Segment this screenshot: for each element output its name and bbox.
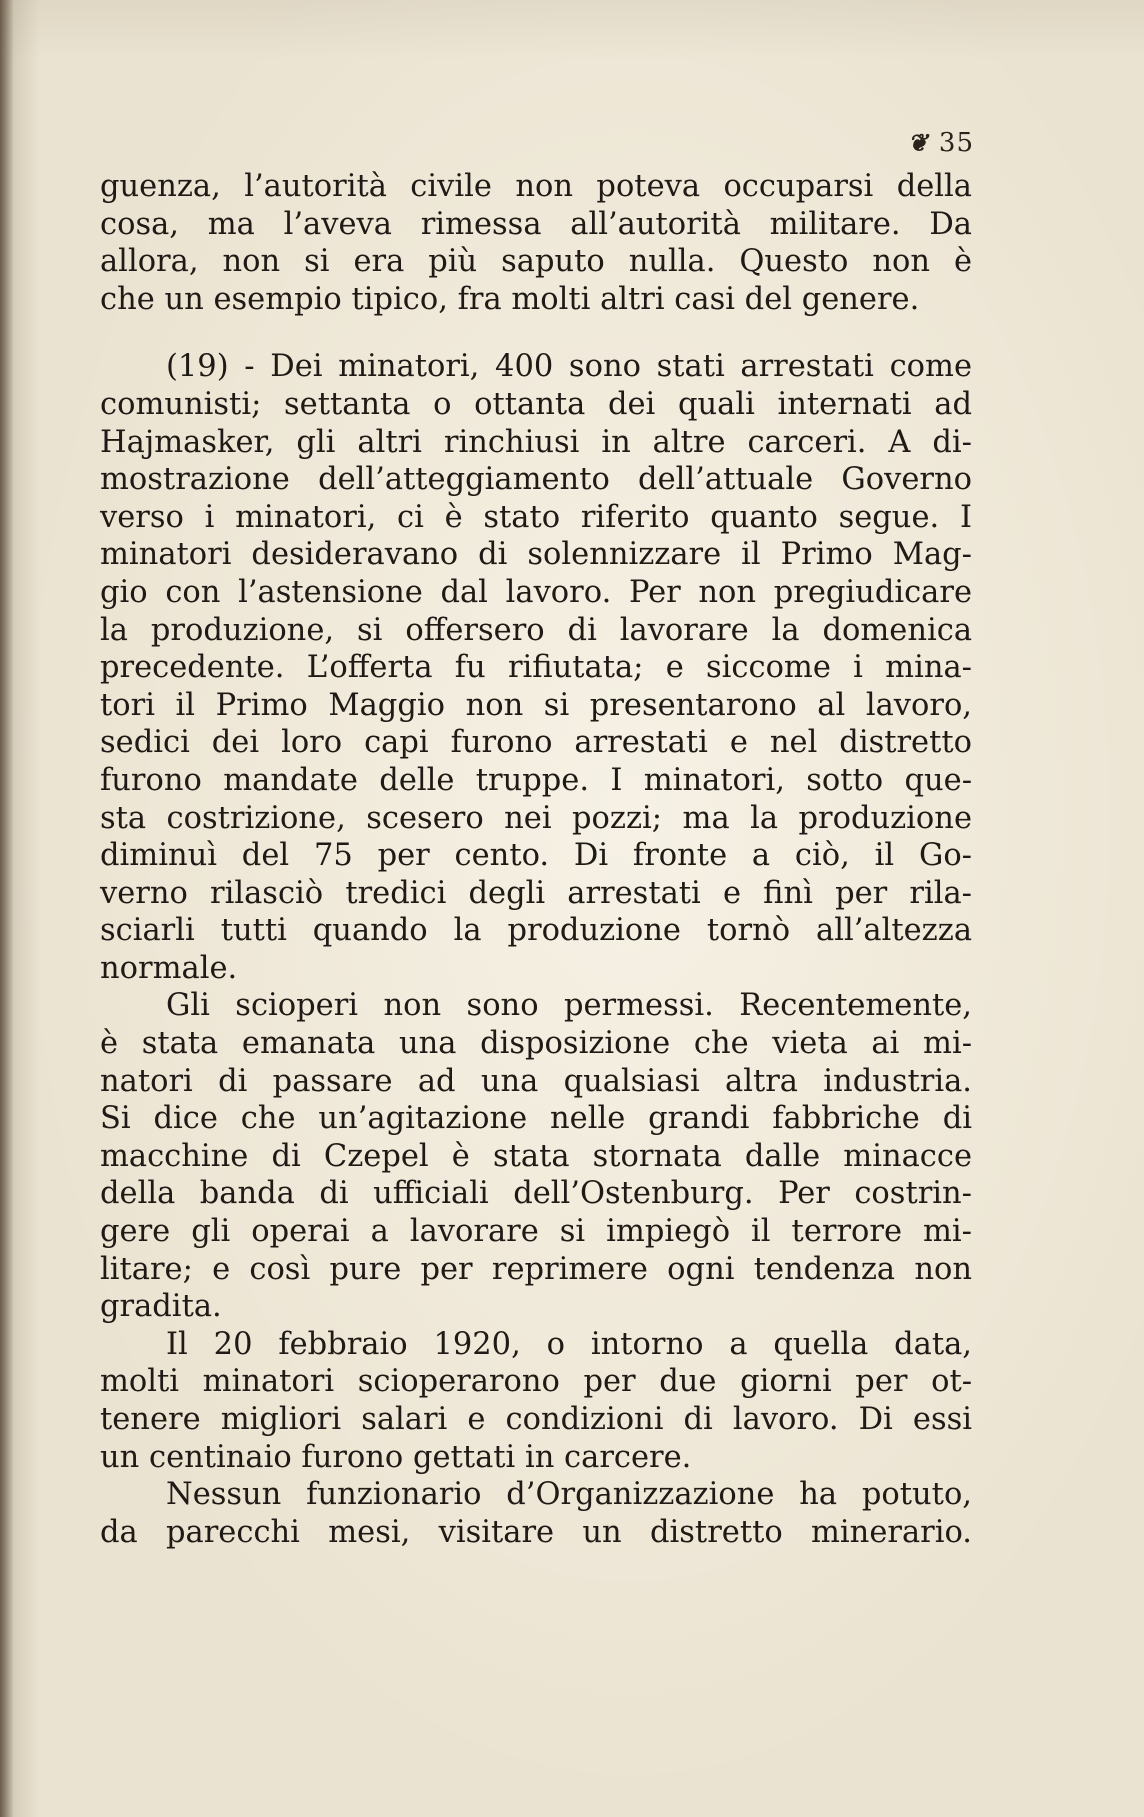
text-line: Si dice che un’agitazione nelle grandi fabbriche di: [100, 1101, 972, 1137]
text-line: gio con l’astensione dal lavoro. Per non pregiudicare: [100, 574, 972, 610]
text-line: normale.: [100, 950, 238, 986]
text-line: è stata emanata una disposizione che vieta ai mi-: [100, 1026, 972, 1062]
text-line: verso i minatori, ci è stato riferito quanto segue. I: [100, 499, 972, 535]
text-line: furono mandate delle truppe. I minatori, sotto que-: [100, 762, 972, 798]
text-line: della banda di ufficiali dell’Ostenburg. Per costrin-: [100, 1176, 972, 1212]
text-line: litare; e così pure per reprimere ogni tendenza non: [100, 1251, 972, 1287]
text-line: mostrazione dell’atteggiamento dell’attuale Governo: [100, 462, 972, 498]
text-line: cosa, ma l’aveva rimessa all’autorità militare. Da: [100, 206, 972, 242]
text-line: gere gli operai a lavorare si impiegò il terrore mi-: [100, 1214, 972, 1250]
text-line: sciarli tutti quando la produzione tornò all’altezza: [100, 913, 972, 949]
text-line: macchine di Czepel è stata stornata dalle minacce: [100, 1138, 972, 1174]
text-line: gradita.: [100, 1289, 222, 1325]
text-line: natori di passare ad una qualsiasi altra industria.: [100, 1063, 972, 1099]
text-line: comunisti; settanta o ottanta dei quali internati ad: [100, 386, 972, 422]
text-line: molti minatori scioperarono per due giorni per ot-: [100, 1364, 972, 1400]
paragraph: [100, 987, 972, 1325]
text-line: minatori desideravano di solennizzare il Primo Mag-: [100, 537, 972, 573]
text-line: la produzione, si offersero di lavorare la domenica: [100, 612, 972, 648]
text-line: sedici dei loro capi furono arrestati e nel distretto: [100, 725, 972, 761]
page-header: [908, 128, 974, 158]
page-number: 35: [938, 128, 974, 158]
text-line: tori il Primo Maggio non si presentarono al lavoro,: [100, 687, 972, 723]
text-line: Nessun funzionario d’Organizzazione ha potuto,: [166, 1477, 972, 1513]
text-line: allora, non si era più saputo nulla. Questo non è: [100, 244, 972, 280]
text-line: verno rilasciò tredici degli arrestati e finì per rila-: [100, 875, 972, 911]
paragraph: [100, 348, 972, 987]
text-line: guenza, l’autorità civile non poteva occuparsi della: [100, 169, 972, 204]
text-line: diminuì del 75 per cento. Di fronte a ciò, il Go-: [100, 838, 972, 874]
paragraph: [100, 168, 972, 318]
text-line: precedente. L’offerta fu rifiutata; e siccome i mina-: [100, 650, 972, 686]
paragraph: [100, 1476, 972, 1551]
text-line: sta costrizione, scesero nei pozzi; ma la produzione: [100, 800, 972, 836]
text-line: che un esempio tipico, fra molti altri casi del genere.: [100, 281, 920, 317]
text-line: tenere migliori salari e condizioni di lavoro. Di essi: [100, 1402, 972, 1437]
text-line: da parecchi mesi, visitare un distretto minerario.: [100, 1514, 972, 1550]
text-line: Hajmasker, gli altri rinchiusi in altre carceri. A di-: [100, 424, 972, 460]
spine-shadow: [0, 0, 14, 1817]
text-line: Il 20 febbraio 1920, o intorno a quella data,: [166, 1326, 972, 1362]
body-text: [100, 168, 972, 1551]
paragraph: [100, 1326, 972, 1476]
ornament-icon: ❦: [907, 128, 929, 157]
text-line: Gli scioperi non sono permessi. Recentemente,: [166, 988, 972, 1024]
text-line: un centinaio furono gettati in carcere.: [100, 1439, 692, 1475]
text-line: (19) - Dei minatori, 400 sono stati arrestati come: [166, 349, 972, 385]
